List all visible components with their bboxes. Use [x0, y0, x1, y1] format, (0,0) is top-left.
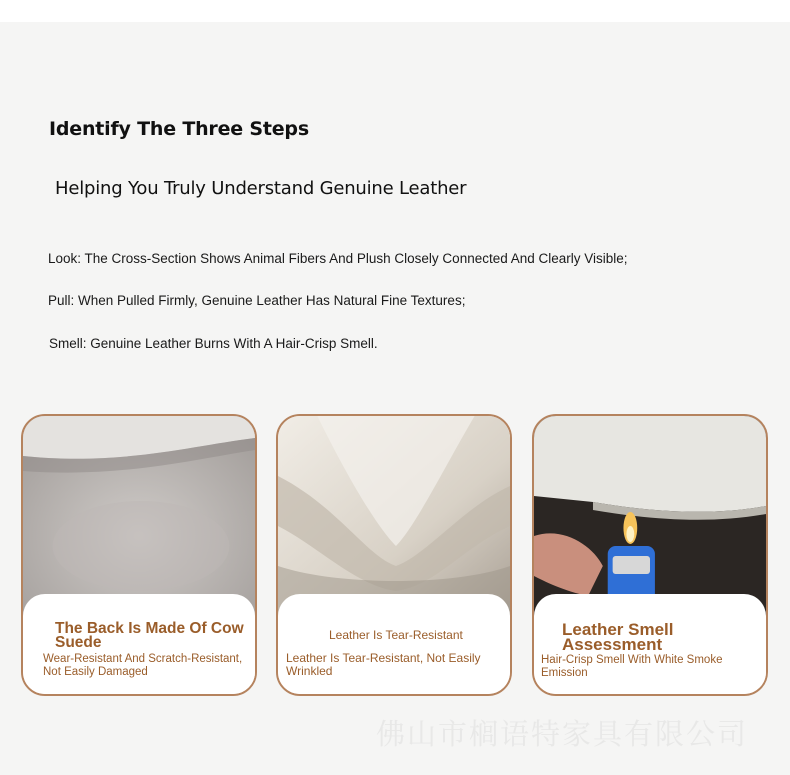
suede-back-photo — [23, 416, 255, 616]
page-subtitle: Helping You Truly Understand Genuine Leather — [55, 178, 467, 199]
card-title: Leather Is Tear-Resistant — [329, 628, 463, 642]
step-smell: Smell: Genuine Leather Burns With A Hair-Crisp Smell. — [49, 336, 378, 351]
caption-panel — [278, 594, 510, 696]
step-look: Look: The Cross-Section Shows Animal Fibers And Plush Closely Connected And Clearly Visible; — [48, 251, 628, 266]
lighter-burn-photo — [534, 416, 766, 616]
card-title: The Back Is Made Of Cow Suede — [55, 620, 244, 651]
step-pull: Pull: When Pulled Firmly, Genuine Leather Has Natural Fine Textures; — [48, 293, 466, 308]
watermark-text: 佛山市榈语特家具有限公司 — [376, 717, 749, 751]
card-tear-resistant — [276, 414, 512, 696]
card-description: Wear-Resistant And Scratch-Resistant, Not Easily Damaged — [43, 653, 243, 678]
card-cow-suede — [21, 414, 257, 696]
card-smell-assessment — [532, 414, 768, 696]
card-description: Leather Is Tear-Resistant, Not Easily Wrinkled — [286, 651, 481, 678]
page-title: Identify The Three Steps — [49, 118, 309, 140]
card-description: Hair-Crisp Smell With White Smoke Emission — [541, 654, 723, 679]
card-title: Leather Smell Assessment — [562, 620, 674, 654]
leather-fold-photo — [278, 416, 510, 616]
